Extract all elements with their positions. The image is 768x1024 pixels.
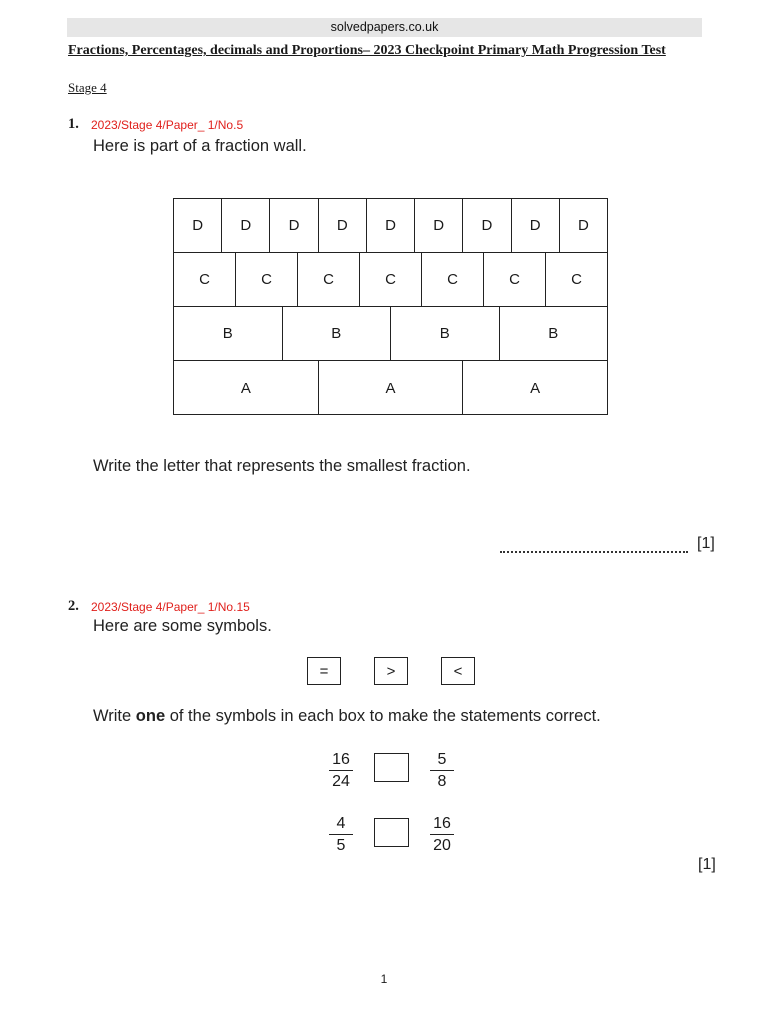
numerator: 5 bbox=[437, 751, 447, 768]
fraction-brick-c: C bbox=[571, 271, 582, 288]
fraction-brick-b: B bbox=[391, 307, 500, 360]
fraction-brick-a: A bbox=[174, 361, 319, 415]
fraction-wall-row-b bbox=[174, 307, 607, 361]
fraction-bar bbox=[329, 834, 353, 835]
fraction-brick-c: C bbox=[422, 253, 484, 306]
numerator: 16 bbox=[332, 751, 350, 768]
prompt-text-end: of the symbols in each box to make the statements correct. bbox=[165, 707, 601, 725]
fraction-brick-b: B bbox=[283, 307, 392, 360]
page-number: 1 bbox=[380, 972, 388, 986]
fraction-brick-b: B bbox=[548, 325, 559, 342]
question-1-intro: Here is part of a fraction wall. bbox=[93, 137, 307, 155]
fraction-5-8 bbox=[424, 750, 460, 791]
fraction-brick-d: D bbox=[512, 199, 560, 252]
fraction-brick-a: A bbox=[530, 379, 541, 397]
fraction-brick-c: C bbox=[298, 253, 360, 306]
fraction-brick-c: C bbox=[484, 253, 546, 306]
denominator: 20 bbox=[433, 837, 451, 854]
stage-label: Stage 4 bbox=[68, 80, 107, 95]
fraction-brick-d: D bbox=[174, 199, 222, 252]
fraction-16-20 bbox=[424, 814, 460, 855]
question-1-prompt: Write the letter that represents the smallest fraction. bbox=[93, 457, 471, 475]
fraction-brick-c: C bbox=[360, 253, 422, 306]
prompt-emphasis: one bbox=[135, 707, 166, 725]
greater-than-symbol-card: > bbox=[374, 657, 408, 685]
question-2-number: 2. bbox=[68, 598, 79, 614]
fraction-16-24 bbox=[323, 750, 359, 791]
question-2-marks: [1] bbox=[698, 856, 716, 873]
question-2-reference: 2023/Stage 4/Paper_ 1/No.15 bbox=[91, 600, 250, 614]
fraction-brick-d: D bbox=[222, 199, 270, 252]
answer-line[interactable] bbox=[500, 551, 688, 553]
fraction-bar bbox=[329, 770, 353, 771]
equals-symbol-card: = bbox=[307, 657, 341, 685]
fraction-wall-row-d bbox=[174, 199, 607, 253]
question-1-number: 1. bbox=[68, 116, 79, 132]
fraction-bar bbox=[430, 834, 454, 835]
fraction-brick-d: D bbox=[463, 199, 511, 252]
fraction-wall-row-a bbox=[174, 361, 607, 415]
fraction-brick-d: D bbox=[415, 199, 463, 252]
fraction-wall bbox=[173, 198, 608, 415]
denominator: 8 bbox=[437, 773, 447, 790]
fraction-brick-d: D bbox=[319, 199, 367, 252]
denominator: 5 bbox=[336, 837, 346, 854]
fraction-brick-d: D bbox=[367, 199, 415, 252]
fraction-wall-row-c bbox=[174, 253, 607, 307]
fraction-4-5 bbox=[323, 814, 359, 855]
answer-box-2[interactable] bbox=[374, 818, 409, 847]
fraction-brick-c: C bbox=[174, 253, 236, 306]
denominator: 24 bbox=[332, 773, 350, 790]
fraction-bar bbox=[430, 770, 454, 771]
numerator: 4 bbox=[336, 815, 346, 832]
question-2-intro: Here are some symbols. bbox=[93, 617, 272, 635]
question-1-marks: [1] bbox=[697, 535, 715, 552]
document-title: Fractions, Percentages, decimals and Proportions– 2023 Checkpoint Primary Math Progression Test bbox=[68, 43, 666, 58]
fraction-brick-c: C bbox=[236, 253, 298, 306]
fraction-brick-b: B bbox=[174, 307, 283, 360]
less-than-symbol-card: < bbox=[441, 657, 475, 685]
question-1-reference: 2023/Stage 4/Paper_ 1/No.5 bbox=[91, 118, 244, 132]
fraction-brick-a: A bbox=[319, 361, 464, 415]
fraction-brick-d: D bbox=[577, 217, 589, 234]
fraction-brick-d: D bbox=[270, 199, 318, 252]
numerator: 16 bbox=[433, 815, 451, 832]
question-2-prompt bbox=[93, 707, 601, 726]
site-banner: solvedpapers.co.uk bbox=[67, 18, 702, 37]
prompt-text-start: Write bbox=[93, 707, 136, 725]
answer-box-1[interactable] bbox=[374, 753, 409, 782]
